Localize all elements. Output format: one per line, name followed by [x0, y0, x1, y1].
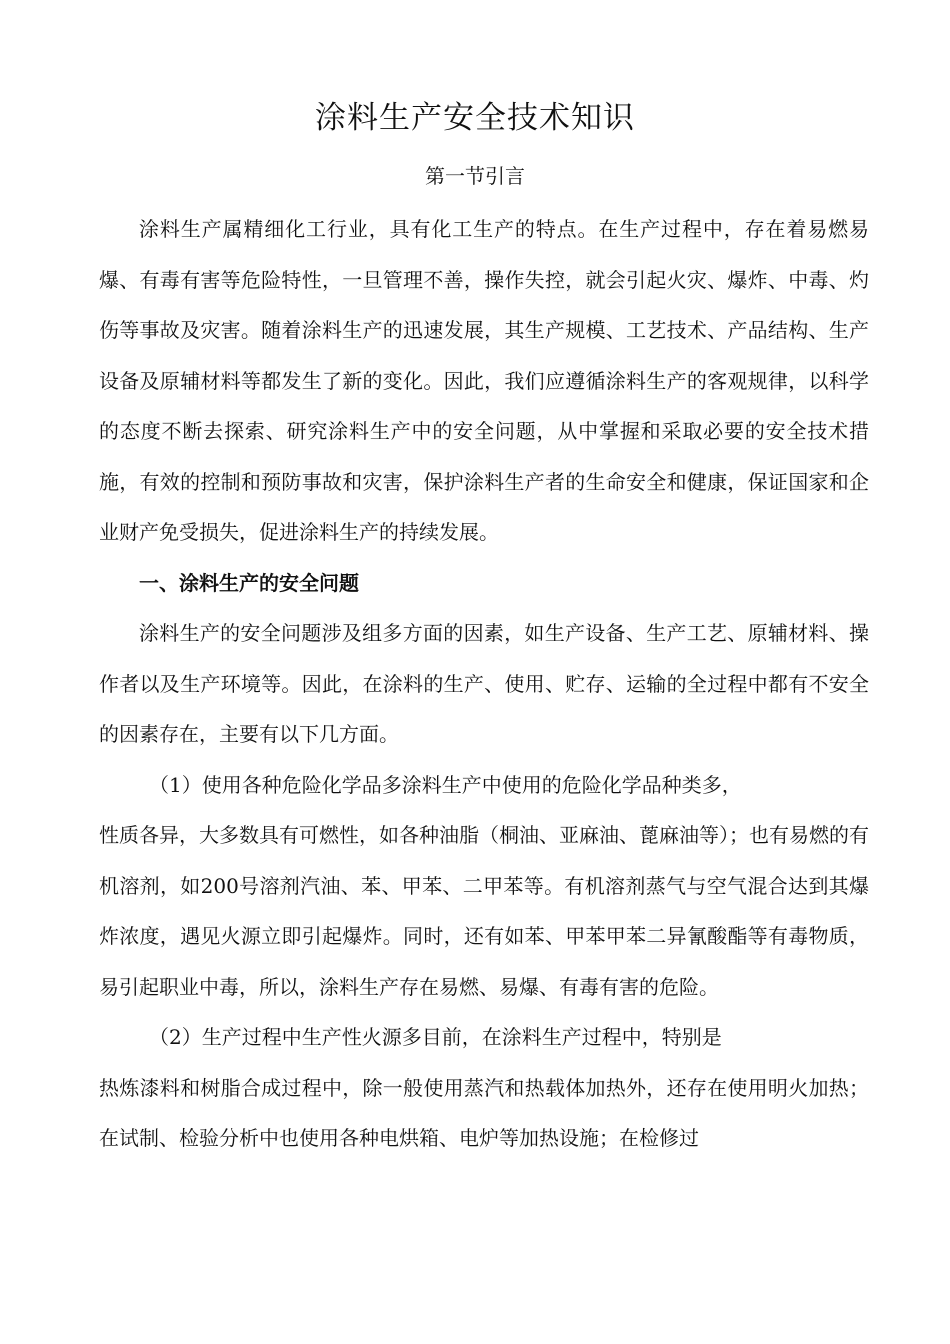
- item-1-lead: （1）使用各种危险化学品多涂料生产中使用的危险化学品种类多，: [149, 772, 742, 797]
- intro-paragraph: 涂料生产属精细化工行业，具有化工生产的特点。在生产过程中，存在着易燃易爆、有毒有害等危险特性，一旦管理不善，操作失控，就会引起火灾、爆炸、中毒、灼伤等事故及灾害。随着涂料生产的迅速发展，其生产规模、工艺技术、产品结构、生产设备及原辅材料等都发生了新的变化。因此，我们应遵循涂料生产的客观规律，以科学的态度不断去探索、研究涂料生产中的安全问题，从中掌握和采取必要的安全技术措施，有效的控制和预防事故和灾害，保护涂料生产者的生命安全和健康，保证国家和企业财产免受损失，促进涂料生产的持续发展。: [99, 217, 869, 544]
- item-2-lead: （2）生产过程中生产性火源多目前，在涂料生产过程中，特别是: [149, 1025, 722, 1049]
- item-2-body: 热炼漆料和树脂合成过程中，除一般使用蒸汽和热载体加热外，还存在使用明火加热；在试制、检验分析中也使用各种电烘箱、电炉等加热设施；在检修过: [99, 1075, 869, 1150]
- document-body: [99, 204, 869, 1164]
- item-1-body: 性质各异，大多数具有可燃性，如各种油脂（桐油、亚麻油、蓖麻油等）；也有易燃的有机溶剂，如200号溶剂汽油、苯、甲苯、二甲苯等。有机溶剂蒸气与空气混合达到其爆炸浓度，遇见火源立即引起爆炸。同时，还有如苯、甲苯甲苯二异氰酸酯等有毒物质，易引起职业中毒，所以，涂料生产存在易燃、易爆、有毒有害的危险。: [99, 823, 869, 999]
- section-title: 第一节引言: [425, 164, 525, 188]
- section-heading-1: 一、涂料生产的安全问题: [139, 570, 359, 595]
- paragraph-2: 涂料生产的安全问题涉及组多方面的因素，如生产设备、生产工艺、原辅材料、操作者以及生产环境等。因此，在涂料的生产、使用、贮存、运输的全过程中都有不安全的因素存在，主要有以下几方面。: [99, 621, 869, 746]
- document-title: 涂料生产安全技术知识: [315, 100, 635, 136]
